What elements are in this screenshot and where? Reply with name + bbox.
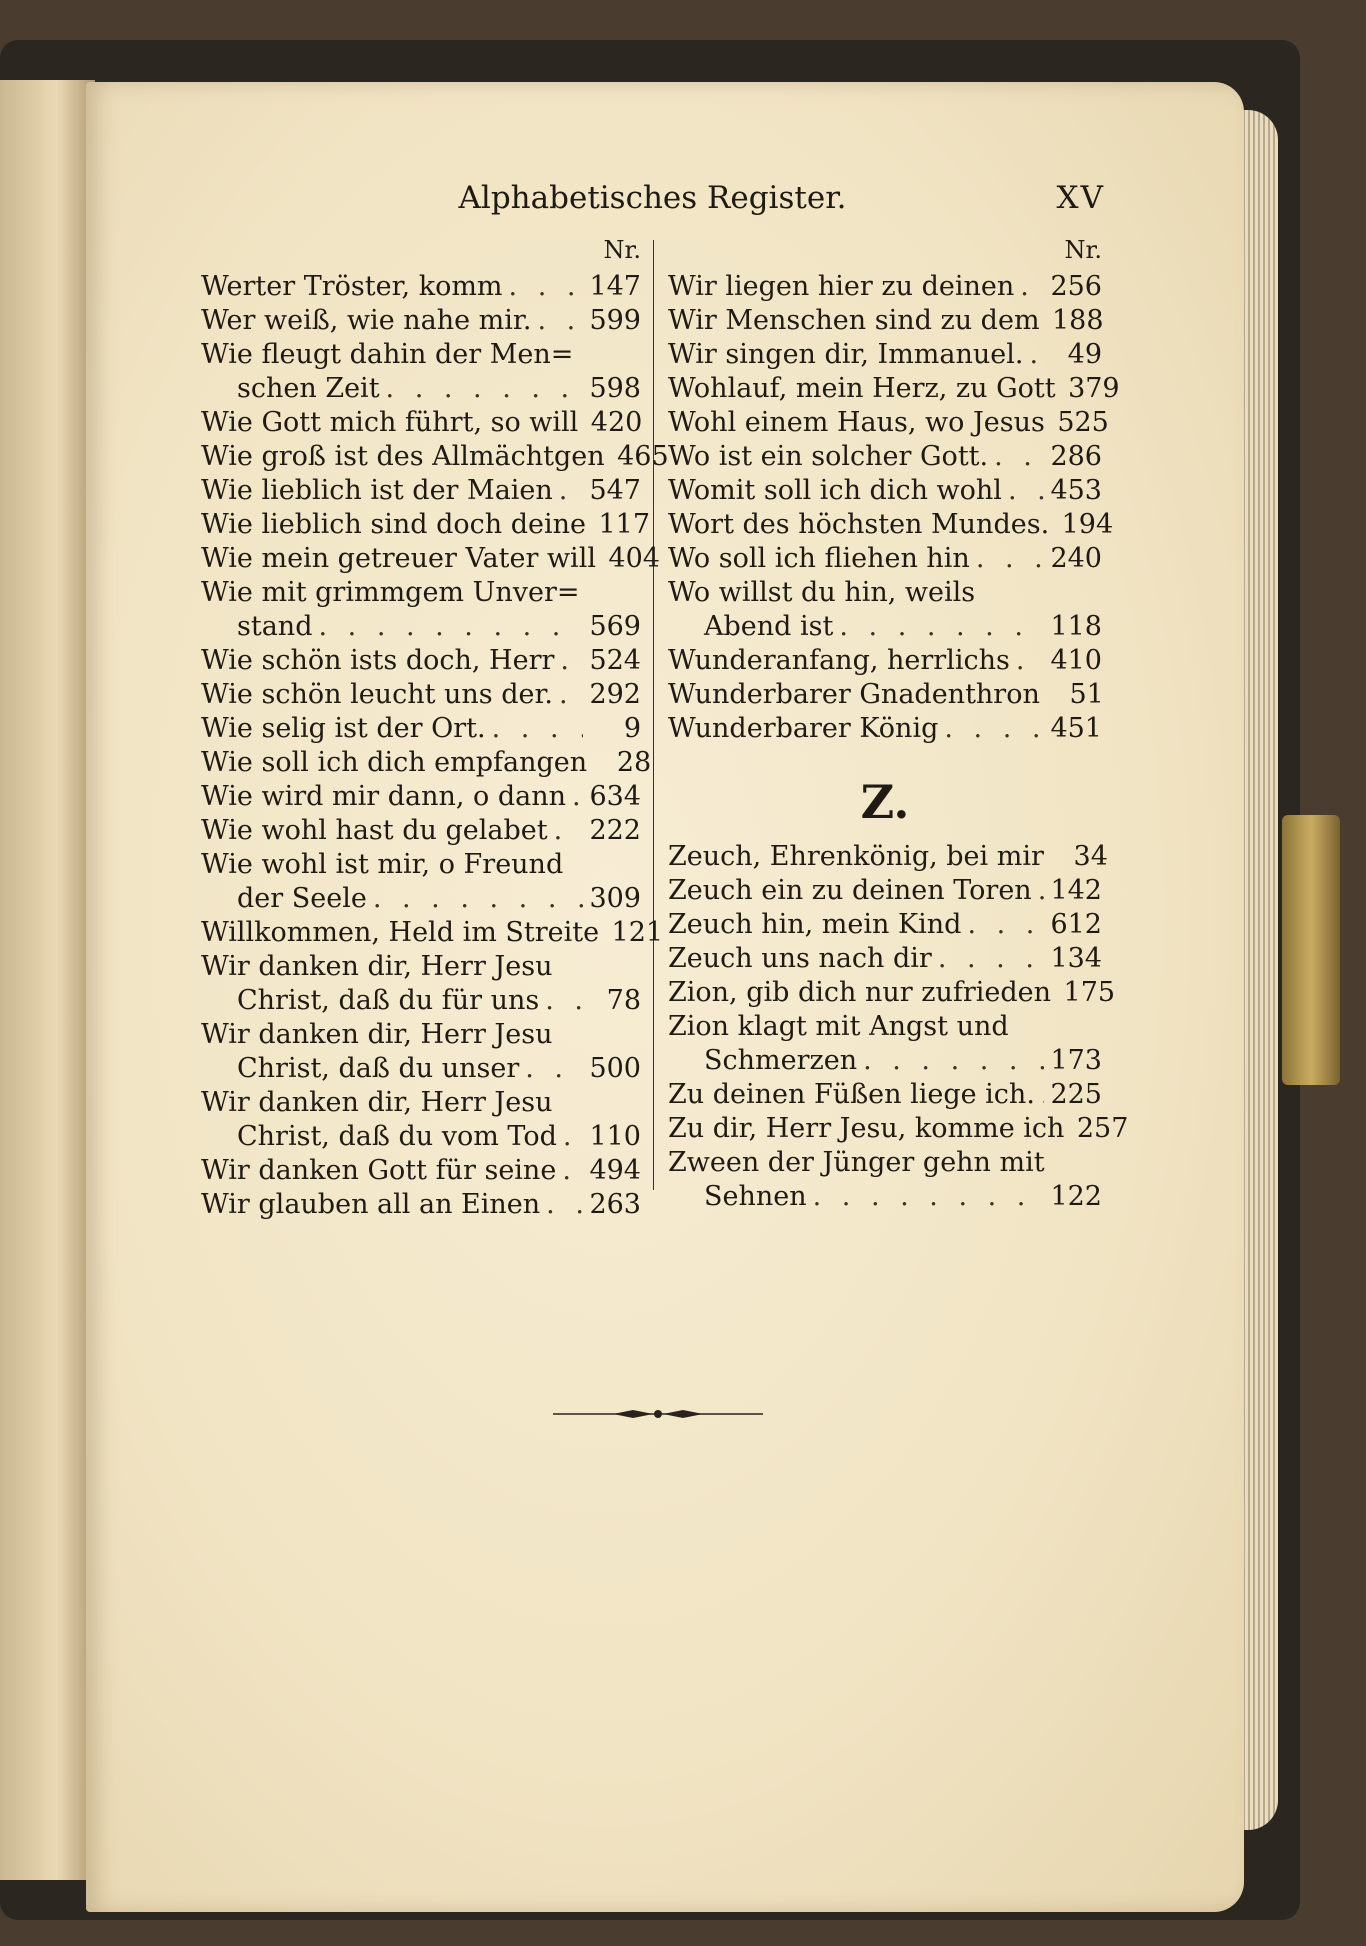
entry-number: 420 (590, 407, 643, 438)
entry-title: Wir singen dir, Immanuel. (668, 339, 1024, 370)
register-entry (201, 848, 641, 882)
entry-number: 256 (1050, 271, 1102, 302)
register-entry (668, 1044, 1102, 1078)
entry-title: Wie mein getreuer Vater will (201, 543, 596, 574)
book-clasp (1282, 815, 1340, 1085)
register-entry (201, 780, 641, 814)
register-entry (668, 304, 1102, 338)
leader-dots (562, 1154, 583, 1188)
entry-title: Wie mit grimmgem Unver= (201, 577, 580, 608)
register-entry (668, 406, 1109, 440)
register-entry (668, 1180, 1102, 1214)
entry-title: Zeuch, Ehrenkönig, bei mir (668, 841, 1044, 872)
leader-dots (1016, 644, 1044, 678)
register-entry (668, 712, 1102, 746)
entry-title: Christ, daß du vom Tod (237, 1121, 557, 1152)
entry-number: 500 (589, 1053, 641, 1084)
entry-title: Zeuch hin, mein Kind (668, 909, 962, 940)
entry-title: Wo willst du hin, weils (668, 577, 976, 608)
entry-number: 598 (589, 373, 641, 404)
right-entry-list (668, 270, 1120, 746)
leader-dots (967, 908, 1044, 942)
leader-dots (509, 270, 583, 304)
entry-title: Wir danken dir, Herr Jesu (201, 1019, 553, 1050)
leader-dots (839, 610, 1044, 644)
register-entry (201, 882, 641, 916)
entry-number: 118 (1050, 611, 1102, 642)
entry-title: Wie groß ist des Allmächtgen (201, 441, 605, 472)
entry-number: 292 (589, 679, 641, 710)
leader-dots (546, 1188, 583, 1222)
entry-number: 194 (1061, 509, 1114, 540)
entry-title: Zion klagt mit Angst und (668, 1011, 1009, 1042)
entry-number: 451 (1050, 713, 1102, 744)
register-entry (668, 976, 1116, 1010)
register-entry (201, 406, 641, 440)
register-entry (668, 840, 1108, 874)
entry-number: 599 (589, 305, 641, 336)
entry-title: Sehnen (704, 1181, 807, 1212)
nr-heading-left: Nr. (603, 236, 641, 264)
leader-dots (545, 984, 583, 1018)
register-entry (201, 304, 641, 338)
register-entry (201, 542, 660, 576)
entry-number: 547 (589, 475, 641, 506)
entry-number: 28 (616, 747, 652, 778)
register-entry (668, 1146, 1102, 1180)
entry-number: 222 (589, 815, 641, 846)
register-entry (668, 1010, 1102, 1044)
entry-title: Wie Gott mich führt, so will (201, 407, 579, 438)
leader-dots (1020, 270, 1044, 304)
leader-dots (938, 942, 1044, 976)
register-entry (201, 1018, 641, 1052)
entry-number: 122 (1050, 1181, 1102, 1212)
register-entry (668, 474, 1102, 508)
register-entry (668, 440, 1102, 474)
register-entry (201, 814, 641, 848)
leader-dots (554, 814, 583, 848)
register-entry (201, 984, 641, 1018)
entry-title: Wohl einem Haus, wo Jesus (668, 407, 1045, 438)
entry-title: Zu deinen Füßen liege ich. (668, 1079, 1035, 1110)
register-entry (668, 338, 1102, 372)
entry-number: 465 (617, 441, 669, 472)
column-divider (653, 240, 654, 1190)
entry-title: Wunderbarer Gnadenthron (668, 679, 1040, 710)
entry-number: 569 (589, 611, 641, 642)
register-entry (668, 508, 1114, 542)
entry-title: Christ, daß du für uns (237, 985, 540, 1016)
entry-title: Wie schön leucht uns der. (201, 679, 554, 710)
entry-title: Wir danken dir, Herr Jesu (201, 951, 553, 982)
entry-title: Zeuch uns nach dir (668, 943, 932, 974)
leader-dots (560, 644, 583, 678)
entry-title: Wie wohl hast du gelabet (201, 815, 548, 846)
page-number: XV (1056, 180, 1105, 216)
leader-dots (1008, 474, 1044, 508)
entry-title: Wunderbarer König (668, 713, 939, 744)
leader-dots (813, 1180, 1044, 1214)
end-ornament (553, 1404, 763, 1424)
entry-number: 453 (1050, 475, 1102, 506)
entry-number: 309 (589, 883, 641, 914)
nr-heading-right: Nr. (1064, 236, 1102, 264)
entry-number: 379 (1068, 373, 1120, 404)
register-entry (201, 270, 641, 304)
entry-number: 51 (1069, 679, 1104, 710)
entry-title: Zween der Jünger gehn mit (668, 1147, 1045, 1178)
register-entry (668, 1112, 1129, 1146)
register-entry (201, 678, 641, 712)
entry-number: 134 (1050, 943, 1102, 974)
register-entry (201, 916, 664, 950)
entry-number: 225 (1050, 1079, 1102, 1110)
entry-number: 147 (589, 271, 641, 302)
entry-number: 9 (623, 713, 641, 744)
register-entry (668, 908, 1102, 942)
left-entry-list (201, 270, 669, 1222)
entry-number: 257 (1076, 1113, 1129, 1144)
entry-number: 286 (1050, 441, 1102, 472)
register-entry (668, 644, 1102, 678)
entry-number: 173 (1050, 1045, 1102, 1076)
leader-dots (559, 678, 583, 712)
entry-number: 525 (1057, 407, 1109, 438)
entry-title: Wie schön ists doch, Herr (201, 645, 555, 676)
register-entry (668, 678, 1102, 712)
entry-number: 110 (589, 1121, 641, 1152)
register-entry (668, 1078, 1102, 1112)
entry-title: Wie selig ist der Ort. (201, 713, 486, 744)
entry-title: Wie lieblich ist der Maien (201, 475, 553, 506)
left-column (201, 236, 669, 1222)
entry-number: 117 (598, 509, 651, 540)
entry-number: 524 (589, 645, 641, 676)
entry-title: Wer weiß, wie nahe mir. (201, 305, 532, 336)
entry-title: Wir danken Gott für seine (201, 1155, 557, 1186)
leader-dots (994, 440, 1044, 474)
leader-dots (1038, 874, 1044, 908)
register-entry (201, 576, 641, 610)
entry-number: 34 (1073, 841, 1108, 872)
leader-dots (1029, 338, 1044, 372)
entry-number: 404 (608, 543, 660, 574)
entry-title: Zion, gib dich nur zufrieden (668, 977, 1052, 1008)
entry-number: 612 (1050, 909, 1102, 940)
register-entry (668, 610, 1102, 644)
entry-title: Wort des höchsten Mundes. (668, 509, 1050, 540)
leader-dots (525, 1052, 583, 1086)
entry-title: Wo soll ich fliehen hin (668, 543, 970, 574)
register-entry (201, 1120, 641, 1154)
register-entry (668, 576, 1102, 610)
entry-number: 175 (1063, 977, 1116, 1008)
running-head (200, 180, 1105, 220)
entry-title: Schmerzen (704, 1045, 858, 1076)
entry-number: 188 (1052, 305, 1104, 336)
entry-number: 142 (1050, 875, 1102, 906)
entry-title: Christ, daß du unser (237, 1053, 520, 1084)
entry-title: Abend ist (704, 611, 834, 642)
entry-title: Wir Menschen sind zu dem (668, 305, 1040, 336)
entry-title: Womit soll ich dich wohl (668, 475, 1002, 506)
entry-number: 49 (1067, 339, 1102, 370)
entry-number: 263 (589, 1189, 641, 1220)
leader-dots (559, 474, 583, 508)
entry-number: 494 (589, 1155, 641, 1186)
entry-title: Wohlauf, mein Herz, zu Gott (668, 373, 1056, 404)
register-entry (201, 746, 652, 780)
leader-dots (386, 372, 583, 406)
leader-dots (492, 712, 583, 746)
entry-title: Zeuch ein zu deinen Toren (668, 875, 1032, 906)
entry-title: Wunderanfang, herrlichs (668, 645, 1010, 676)
section-letter-z: Z. (860, 775, 910, 829)
register-entry (668, 542, 1102, 576)
entry-title: Wie wird mir dann, o dann (201, 781, 567, 812)
entry-title: schen Zeit (237, 373, 380, 404)
entry-title: Zu dir, Herr Jesu, komme ich (668, 1113, 1065, 1144)
register-entry (201, 610, 641, 644)
entry-number: 240 (1050, 543, 1102, 574)
leader-dots (318, 610, 583, 644)
right-column (668, 236, 1129, 1214)
register-entry (201, 950, 641, 984)
entry-title: Wir danken dir, Herr Jesu (201, 1087, 553, 1118)
entry-title: Wir glauben all an Einen (201, 1189, 541, 1220)
register-entry (201, 644, 641, 678)
entry-number: 410 (1050, 645, 1102, 676)
register-entry (201, 440, 669, 474)
register-entry (668, 942, 1102, 976)
register-entry (201, 474, 641, 508)
register-entry (668, 874, 1102, 908)
register-entry (201, 1052, 641, 1086)
entry-title: Werter Tröster, komm (201, 271, 503, 302)
entry-title: Wo ist ein solcher Gott. (668, 441, 989, 472)
entry-number: 78 (606, 985, 641, 1016)
entry-number: 634 (589, 781, 641, 812)
entry-title: Wie fleugt dahin der Men= (201, 339, 574, 370)
leader-dots (572, 780, 583, 814)
register-entry (201, 1154, 641, 1188)
entry-title: Wir liegen hier zu deinen (668, 271, 1015, 302)
leader-dots (1041, 1078, 1044, 1112)
page-title: Alphabetisches Register. (458, 180, 847, 216)
entry-title: der Seele (237, 883, 367, 914)
entry-title: stand (237, 611, 313, 642)
left-page-edge (0, 80, 95, 1880)
entry-number: 121 (611, 917, 664, 948)
leader-dots (537, 304, 583, 338)
register-entry (668, 270, 1102, 304)
register-entry (201, 372, 641, 406)
leader-dots (373, 882, 583, 916)
entry-title: Wie lieblich sind doch deine (201, 509, 587, 540)
register-entry (201, 338, 641, 372)
register-entry (201, 712, 641, 746)
z-entry-list (668, 840, 1129, 1214)
register-entry (668, 372, 1120, 406)
entry-title: Willkommen, Held im Streite (201, 917, 600, 948)
entry-title: Wie soll ich dich empfangen (201, 747, 588, 778)
leader-dots (976, 542, 1044, 576)
leader-dots (863, 1044, 1044, 1078)
leader-dots (563, 1120, 583, 1154)
register-entry (201, 1086, 641, 1120)
register-entry (201, 508, 651, 542)
leader-dots (944, 712, 1044, 746)
entry-title: Wie wohl ist mir, o Freund (201, 849, 564, 880)
register-entry (201, 1188, 641, 1222)
